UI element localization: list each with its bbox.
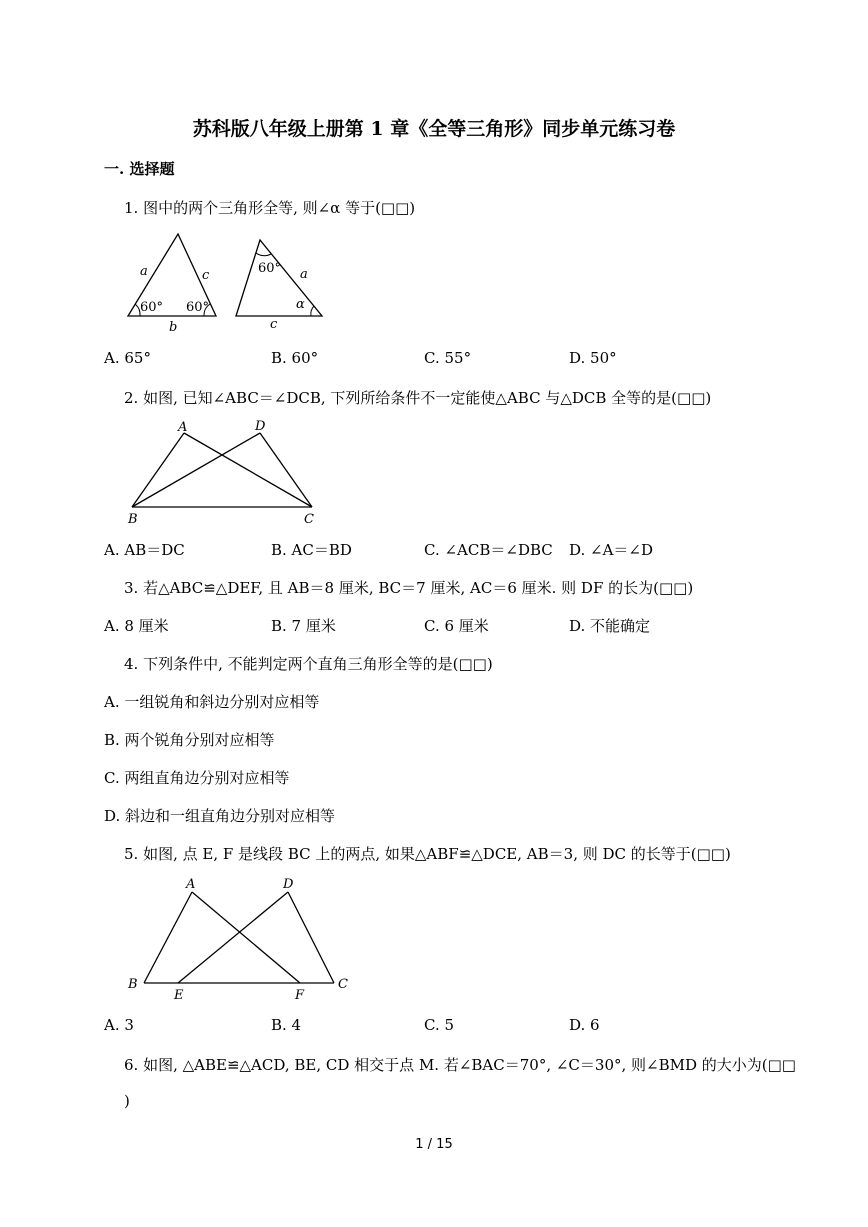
- q1-option-d: D. 50°: [569, 349, 617, 367]
- page-number: 1 / 15: [415, 1137, 453, 1152]
- q5-option-b: B. 4: [271, 1016, 302, 1034]
- question-6-stem: 6. 如图, △ABE≌△ACD, BE, CD 相交于点 M. 若∠BAC＝70°, ∠C＝30°, 则∠BMD 的大小为(□□: [124, 1056, 796, 1074]
- label-alpha: α: [296, 297, 305, 312]
- label-A: A: [186, 877, 196, 892]
- q5-option-a: A. 3: [104, 1016, 134, 1034]
- q2-option-d: D. ∠A＝∠D: [569, 541, 654, 559]
- label-a-left: a: [140, 264, 148, 279]
- label-b-left: b: [169, 320, 178, 335]
- question-1-figure: [120, 228, 330, 336]
- label-60-right: 60°: [186, 300, 210, 315]
- question-6-stem-continuation: ): [124, 1092, 130, 1110]
- question-4-stem: 4. 下列条件中, 不能判定两个直角三角形全等的是(□□): [124, 655, 493, 673]
- section-heading: 一. 选择题: [104, 160, 175, 178]
- q5-option-d: D. 6: [569, 1016, 600, 1034]
- q1-option-c: C. 55°: [424, 349, 472, 367]
- q5-option-c: C. 5: [424, 1016, 455, 1034]
- question-5-stem: 5. 如图, 点 E, F 是线段 BC 上的两点, 如果△ABF≌△DCE, AB＝3, 则 DC 的长等于(□□): [124, 845, 731, 863]
- q1-option-b: B. 60°: [271, 349, 319, 367]
- label-D: D: [255, 419, 266, 434]
- label-C: C: [304, 512, 314, 527]
- q3-option-c: C. 6 厘米: [424, 617, 489, 635]
- q3-option-a: A. 8 厘米: [104, 617, 169, 635]
- label-a-right: a: [300, 267, 308, 282]
- label-D: D: [283, 877, 294, 892]
- label-E: E: [174, 988, 184, 1003]
- question-3-stem: 3. 若△ABC≌△DEF, 且 AB＝8 厘米, BC＝7 厘米, AC＝6 厘米. 则 DF 的长为(□□): [124, 579, 694, 597]
- question-2-stem: 2. 如图, 已知∠ABC＝∠DCB, 下列所给条件不一定能使△ABC 与△DCB 全等的是(□□): [124, 389, 712, 407]
- q2-option-a: A. AB＝DC: [104, 541, 185, 559]
- label-c-right: c: [270, 317, 278, 332]
- label-F: F: [295, 988, 305, 1003]
- q1-option-a: A. 65°: [104, 349, 151, 367]
- q2-option-c: C. ∠ACB＝∠DBC: [424, 541, 553, 559]
- q4-option-c: C. 两组直角边分别对应相等: [104, 769, 290, 787]
- page-title: 苏科版八年级上册第 1 章《全等三角形》同步单元练习卷: [192, 118, 676, 140]
- question-1-stem: 1. 图中的两个三角形全等, 则∠α 等于(□□): [124, 199, 416, 217]
- label-c-left: c: [202, 268, 210, 283]
- label-C: C: [338, 977, 348, 992]
- label-60-left: 60°: [140, 300, 164, 315]
- q4-option-a: A. 一组锐角和斜边分别对应相等: [104, 693, 320, 711]
- question-5-figure: [120, 872, 360, 1004]
- question-2-figure: [120, 415, 330, 530]
- q3-option-b: B. 7 厘米: [271, 617, 336, 635]
- label-B: B: [128, 977, 138, 992]
- q4-option-b: B. 两个锐角分别对应相等: [104, 731, 275, 749]
- q2-option-b: B. AC＝BD: [271, 541, 352, 559]
- label-B: B: [128, 512, 138, 527]
- q3-option-d: D. 不能确定: [569, 617, 651, 635]
- q4-option-d: D. 斜边和一组直角边分别对应相等: [104, 807, 336, 825]
- label-60-top: 60°: [258, 261, 282, 276]
- label-A: A: [178, 420, 188, 435]
